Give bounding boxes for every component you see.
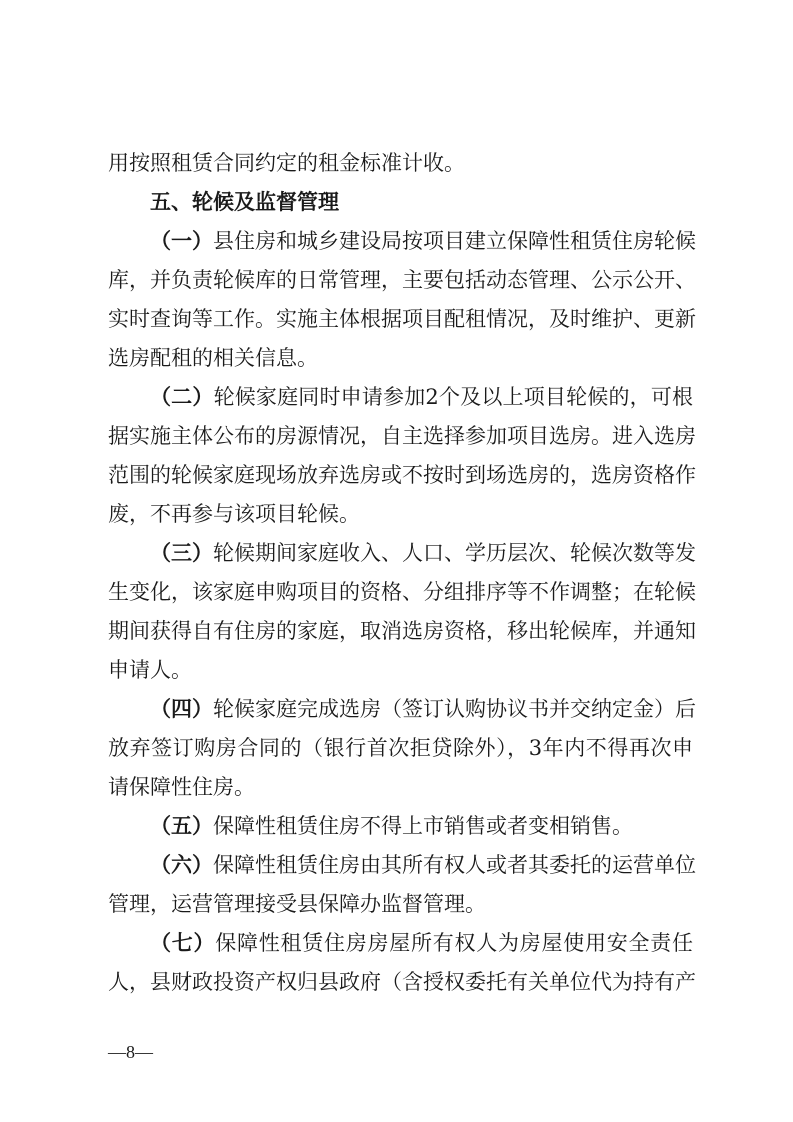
paragraph-1-line-2: 库，并负责轮候库的日常管理，主要包括动态管理、公示公开、 — [108, 268, 696, 292]
paragraph-2-label: （二） — [150, 385, 214, 409]
text-line: 用按照租赁合同约定的租金标准计收。 — [108, 151, 465, 175]
paragraph-3-line-2: 生变化，该家庭申购项目的资格、分组排序等不作调整；在轮候 — [108, 580, 696, 604]
page-number: —8— — [108, 1042, 153, 1062]
paragraph-4-line-2: 放弃签订购房合同的（银行首次拒贷除外），3年内不得再次申 — [108, 736, 693, 760]
paragraph-4-label: （四） — [150, 697, 213, 721]
paragraph-3-line-1: （三）轮候期间家庭收入、人口、学历层次、轮候次数等发 — [150, 541, 696, 565]
paragraph-1-line-1: （一）县住房和城乡建设局按项目建立保障性租赁住房轮候 — [150, 229, 696, 253]
paragraph-4-line-3: 请保障性住房。 — [108, 775, 255, 799]
paragraph-2-line-3: 范围的轮候家庭现场放弃选房或不按时到场选房的，选房资格作 — [108, 463, 696, 487]
paragraph-7-label: （七） — [150, 931, 216, 955]
paragraph-3-label: （三） — [150, 541, 213, 565]
paragraph-2-line-4: 废，不再参与该项目轮候。 — [108, 502, 360, 526]
paragraph-3-line-4: 申请人。 — [108, 658, 192, 682]
paragraph-6-label: （六） — [150, 853, 213, 877]
paragraph-1-line-4: 选房配租的相关信息。 — [108, 346, 318, 370]
paragraph-2-line-2: 据实施主体公布的房源情况，自主选择参加项目选房。进入选房 — [108, 424, 696, 448]
paragraph-1-line-3: 实时查询等工作。实施主体根据项目配租情况，及时维护、更新 — [108, 307, 696, 331]
paragraph-1-label: （一） — [150, 229, 213, 253]
paragraph-6-line-1: （六）保障性租赁住房由其所有权人或者其委托的运营单位 — [150, 853, 696, 877]
paragraph-7-line-1: （七）保障性租赁住房房屋所有权人为房屋使用安全责任 — [150, 931, 693, 955]
paragraph-7-line-2: 人，县财政投资产权归县政府（含授权委托有关单位代为持有产 — [108, 970, 696, 994]
paragraph-5-label: （五） — [150, 814, 213, 838]
paragraph-4-line-1: （四）轮候家庭完成选房（签订认购协议书并交纳定金）后 — [150, 697, 696, 721]
paragraph-3-line-3: 期间获得自有住房的家庭，取消选房资格，移出轮候库，并通知 — [108, 619, 696, 643]
paragraph-2-line-1: （二）轮候家庭同时申请参加2个及以上项目轮候的，可根 — [150, 385, 694, 409]
section-heading: 五、轮候及监督管理 — [150, 190, 339, 214]
paragraph-6-line-2: 管理，运营管理接受县保障办监督管理。 — [108, 892, 486, 916]
paragraph-5-line-1: （五）保障性租赁住房不得上市销售或者变相销售。 — [150, 814, 633, 838]
